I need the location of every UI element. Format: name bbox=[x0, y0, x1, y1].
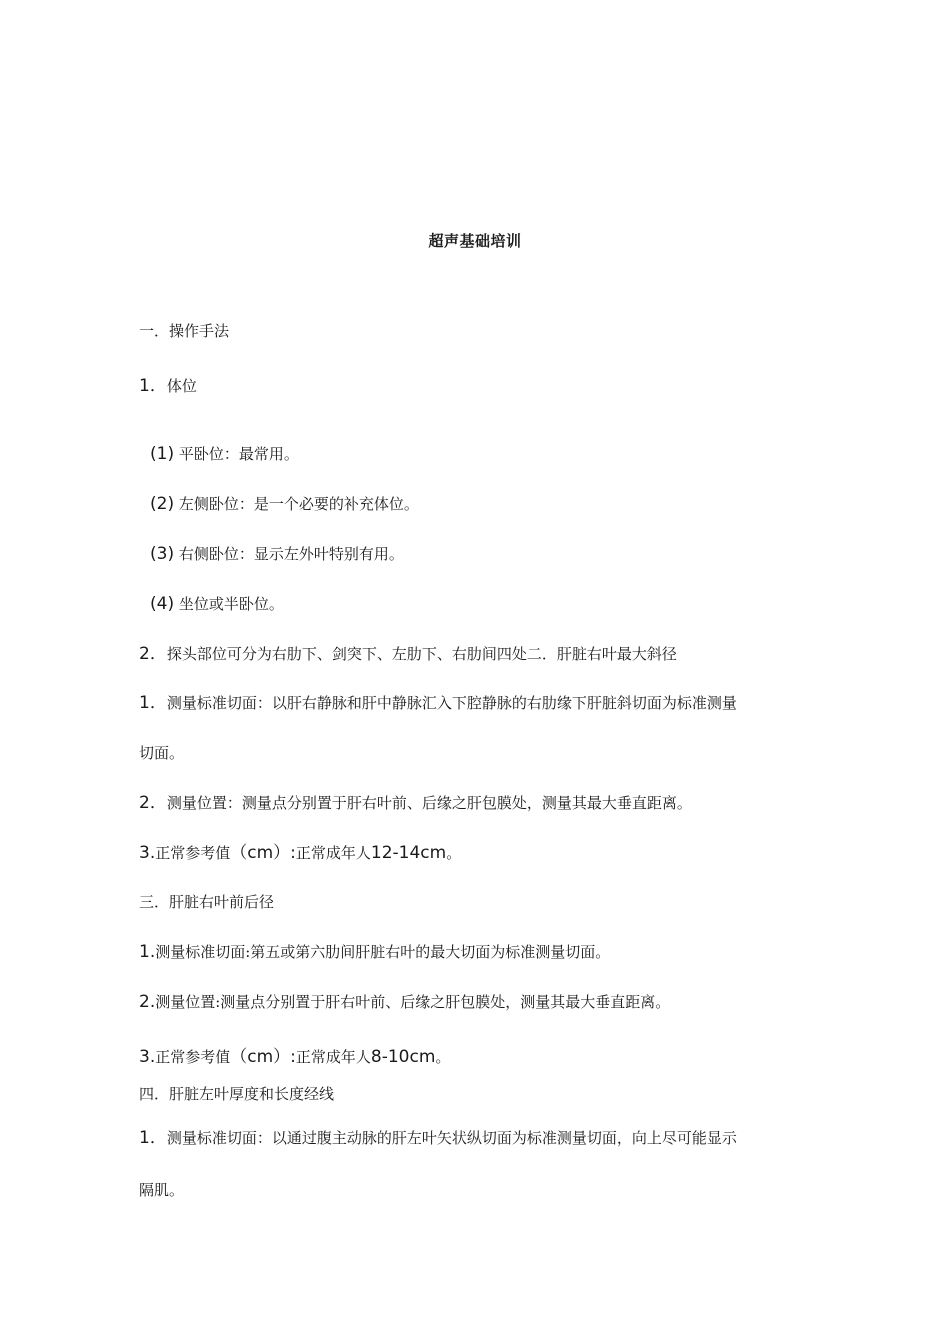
item-number: 3. bbox=[139, 843, 156, 863]
item-number: 2． bbox=[139, 793, 167, 813]
item-number: (3) bbox=[150, 544, 175, 564]
section-heading bbox=[139, 320, 229, 342]
item-number: 3. bbox=[139, 1047, 156, 1067]
line-text: 体位 bbox=[166, 377, 197, 395]
item-number: 2. bbox=[139, 992, 156, 1012]
line-text: 正常参考值 bbox=[155, 1048, 231, 1066]
item-number: 2． bbox=[139, 644, 167, 664]
line-text: 测量标准切面:第五或第六肋间肝脏右叶的最大切面为标准测量切面。 bbox=[155, 943, 611, 961]
line-text: 正常成年人 bbox=[295, 1048, 371, 1066]
line-text: 正常参考值 bbox=[155, 844, 231, 862]
item-number: (2) bbox=[150, 494, 175, 514]
line-text: 正常成年人 bbox=[295, 844, 371, 862]
list-item bbox=[150, 493, 419, 515]
line-text: 测量位置：测量点分别置于肝右叶前、后缘之肝包膜处，测量其最大垂直距离。 bbox=[166, 794, 692, 812]
item-number: 1． bbox=[139, 1128, 167, 1148]
line-text: 探头部位可分为右肋下、剑突下、左肋下、右肋间四处二．肝脏右叶最大斜径 bbox=[166, 645, 677, 663]
line-text: 一．操作手法 bbox=[139, 322, 230, 340]
list-item bbox=[150, 543, 404, 565]
unit-text: （cm）: bbox=[230, 843, 296, 863]
line-text: 平卧位：最常用。 bbox=[174, 445, 299, 463]
list-item bbox=[150, 593, 284, 615]
item-number: 1． bbox=[139, 376, 167, 396]
line-text: 四．肝脏左叶厚度和长度经线 bbox=[139, 1085, 335, 1103]
continuation-line bbox=[139, 742, 184, 764]
line-text: 坐位或半卧位。 bbox=[174, 595, 284, 613]
item-number: (4) bbox=[150, 594, 175, 614]
list-item bbox=[139, 692, 737, 714]
line-text: 测量位置:测量点分别置于肝右叶前、后缘之肝包膜处，测量其最大垂直距离。 bbox=[155, 993, 671, 1011]
line-text: 。 bbox=[435, 1048, 451, 1066]
continuation-line bbox=[139, 1179, 184, 1201]
list-item bbox=[139, 1127, 737, 1149]
item-number: 1. bbox=[139, 942, 156, 962]
list-item bbox=[150, 443, 299, 465]
line-text: 测量标准切面：以肝右静脉和肝中静脉汇入下腔静脉的右肋缘下肝脏斜切面为标准测量 bbox=[166, 694, 737, 712]
item-number: (1) bbox=[150, 444, 175, 464]
list-item bbox=[139, 375, 197, 397]
unit-text: （cm）: bbox=[230, 1047, 296, 1067]
list-item bbox=[139, 643, 677, 665]
list-item bbox=[139, 1046, 450, 1068]
list-item bbox=[139, 842, 461, 864]
line-text: 。 bbox=[446, 844, 462, 862]
list-item bbox=[139, 991, 670, 1013]
list-item bbox=[139, 941, 610, 963]
item-number: 1． bbox=[139, 693, 167, 713]
value-text: 8-10cm bbox=[370, 1047, 436, 1067]
section-heading bbox=[139, 1083, 334, 1105]
line-text: 左侧卧位：是一个必要的补充体位。 bbox=[174, 495, 419, 513]
line-text: 切面。 bbox=[139, 744, 185, 762]
list-item bbox=[139, 792, 692, 814]
line-text: 右侧卧位：显示左外叶特别有用。 bbox=[174, 545, 404, 563]
document-title: 超声基础培训 bbox=[428, 232, 522, 250]
value-text: 12-14cm bbox=[370, 843, 447, 863]
line-text: 测量标准切面：以通过腹主动脉的肝左叶矢状纵切面为标准测量切面，向上尽可能显示 bbox=[166, 1129, 737, 1147]
section-heading bbox=[139, 891, 274, 913]
line-text: 隔肌。 bbox=[139, 1181, 185, 1199]
line-text: 三．肝脏右叶前后径 bbox=[139, 893, 275, 911]
